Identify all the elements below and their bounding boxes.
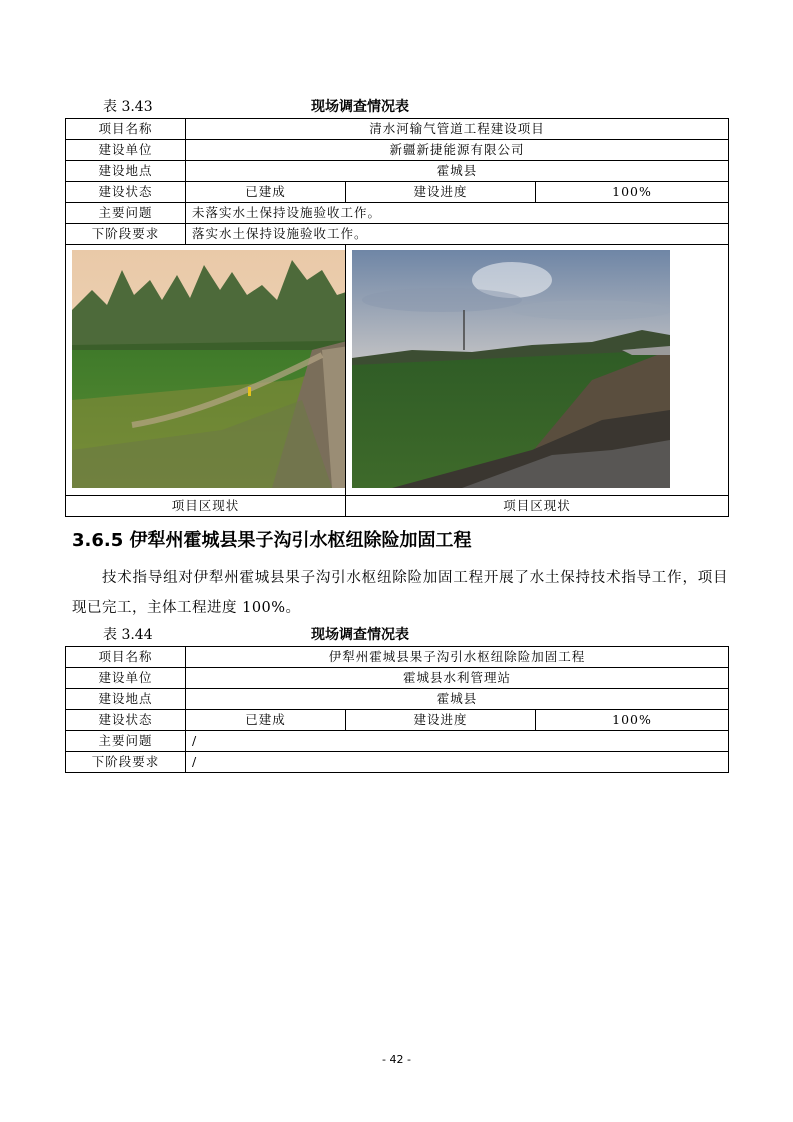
row-label: 下阶段要求 (66, 752, 186, 773)
section-heading: 3.6.5 伊犁州霍城县果子沟引水枢纽除险加固工程 (72, 530, 472, 551)
table-caption-3-44 (65, 626, 728, 644)
row-label: 建设地点 (66, 161, 186, 182)
site-photo-left (72, 250, 346, 488)
table-row (66, 140, 729, 161)
row-label: 建设单位 (66, 668, 186, 689)
project-name-value: 清水河输气管道工程建设项目 (186, 119, 729, 140)
location-value: 霍城县 (186, 689, 729, 710)
problems-value: 未落实水土保持设施验收工作。 (186, 203, 729, 224)
row-label: 主要问题 (66, 203, 186, 224)
table-row (66, 647, 729, 668)
unit-value: 新疆新捷能源有限公司 (186, 140, 729, 161)
row-label: 建设状态 (66, 710, 186, 731)
site-photo-right (352, 250, 670, 488)
row-label: 下阶段要求 (66, 224, 186, 245)
location-value: 霍城县 (186, 161, 729, 182)
table-title: 现场调查情况表 (311, 99, 409, 115)
photo-caption-right: 项目区现状 (346, 496, 729, 517)
row-label: 项目名称 (66, 647, 186, 668)
table-row (66, 119, 729, 140)
table-row (66, 668, 729, 689)
status-value: 已建成 (186, 182, 346, 203)
table-row (66, 496, 729, 517)
photo-caption-left: 项目区现状 (66, 496, 346, 517)
problems-value: / (186, 731, 729, 752)
survey-table-3-43 (65, 118, 729, 517)
progress-value: 100% (536, 710, 729, 731)
table-row (66, 182, 729, 203)
table-row (66, 710, 729, 731)
table-row (66, 689, 729, 710)
section-paragraph: 技术指导组对伊犁州霍城县果子沟引水枢纽除险加固工程开展了水土保持技术指导工作，项目现已完工，主体工程进度 100%。 (72, 570, 728, 616)
project-name-value: 伊犁州霍城县果子沟引水枢纽除险加固工程 (186, 647, 729, 668)
row-label: 建设单位 (66, 140, 186, 161)
table-row (66, 731, 729, 752)
progress-value: 100% (536, 182, 729, 203)
next-stage-value: 落实水土保持设施验收工作。 (186, 224, 729, 245)
photo-cell-left (66, 245, 346, 496)
table-row (66, 752, 729, 773)
table-number: 表 3.44 (103, 627, 153, 643)
table-row (66, 161, 729, 182)
progress-label: 建设进度 (346, 182, 536, 203)
unit-value: 霍城县水利管理站 (186, 668, 729, 689)
table-row (66, 203, 729, 224)
page-number: - 42 - (382, 1053, 411, 1066)
photo-cell-right (346, 245, 729, 496)
row-label: 项目名称 (66, 119, 186, 140)
row-label: 建设状态 (66, 182, 186, 203)
next-stage-value: / (186, 752, 729, 773)
survey-table-3-44 (65, 646, 729, 773)
status-value: 已建成 (186, 710, 346, 731)
progress-label: 建设进度 (346, 710, 536, 731)
table-title: 现场调查情况表 (311, 627, 409, 643)
table-caption-3-43 (65, 98, 728, 116)
table-row (66, 224, 729, 245)
row-label: 建设地点 (66, 689, 186, 710)
photo-row (66, 245, 729, 496)
table-number: 表 3.43 (103, 99, 153, 115)
row-label: 主要问题 (66, 731, 186, 752)
